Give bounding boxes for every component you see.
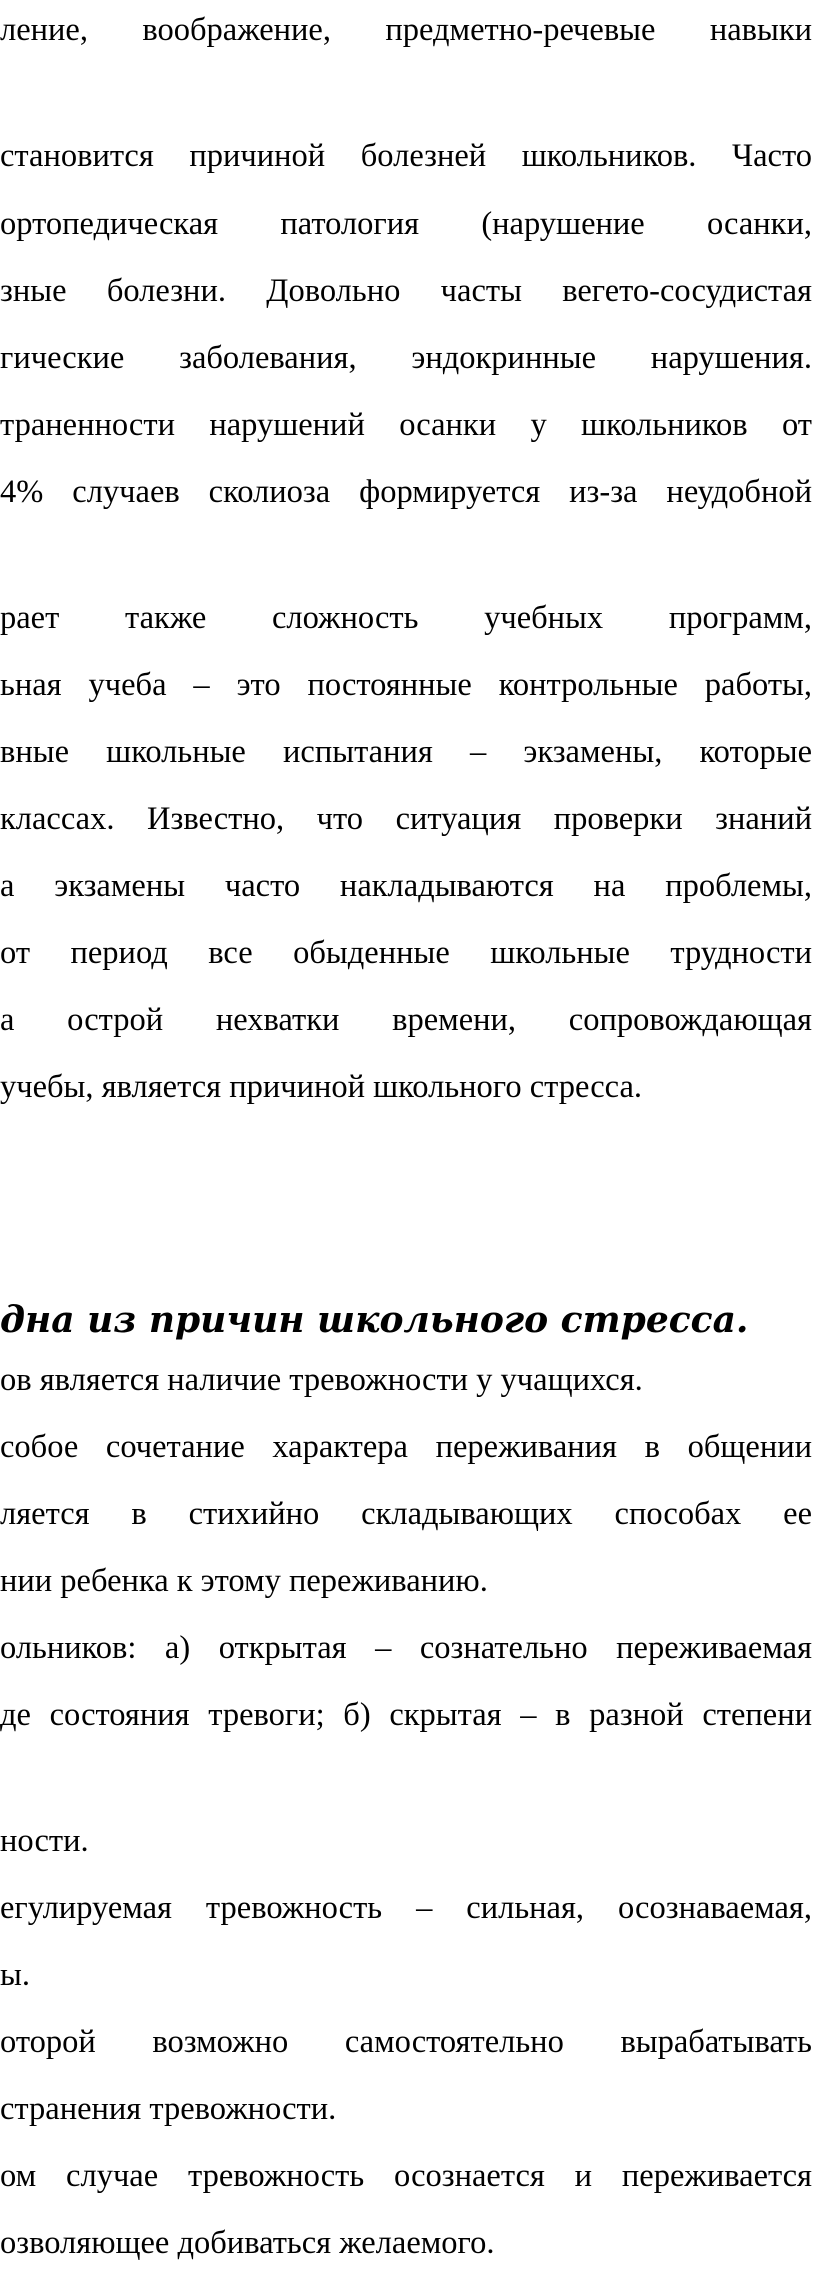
text-line-10: вные школьные испытания – экзамены, которые — [0, 734, 812, 770]
text-line-12: а экзамены часто накладываются на проблемы, — [0, 868, 812, 904]
text-line-21: де состояния тревоги; б) скрытая – в разной степени — [0, 1697, 812, 1733]
text-line-20: ольников: а) открытая – сознательно переживаемая — [0, 1630, 812, 1666]
text-line-9: ьная учеба – это постоянные контрольные работы, — [0, 667, 812, 703]
text-line-1: ление, воображение, предметно-речевые навыки — [0, 12, 812, 48]
text-line-23: егулируемая тревожность – сильная, осознаваемая, — [0, 1890, 812, 1926]
text-line-4: зные болезни. Довольно часты вегето-сосудистая — [0, 273, 812, 309]
text-line-24: ы. — [0, 1957, 30, 1993]
text-line-28: озволяющее добиваться желаемого. — [0, 2225, 495, 2261]
section-heading: дна из причин школьного стресса. — [0, 1299, 749, 1341]
text-line-25: оторой возможно самостоятельно вырабатывать — [0, 2024, 812, 2060]
text-line-14: а острой нехватки времени, сопровождающая — [0, 1002, 812, 1038]
text-line-7: 4% случаев сколиоза формируется из-за неудобной — [0, 474, 812, 510]
text-line-26: странения тревожности. — [0, 2091, 337, 2127]
text-line-18: ляется в стихийно складывающих способах ее — [0, 1496, 812, 1532]
text-line-11: классах. Известно, что ситуация проверки знаний — [0, 801, 812, 837]
text-line-16: ов является наличие тревожности у учащихся. — [0, 1362, 643, 1398]
text-line-22: ности. — [0, 1823, 89, 1859]
text-line-3: ортопедическая патология (нарушение осанки, — [0, 206, 812, 242]
text-line-6: траненности нарушений осанки у школьников от — [0, 407, 812, 443]
text-line-5: гические заболевания, эндокринные нарушения. — [0, 340, 812, 376]
text-line-2: становится причиной болезней школьников. Часто — [0, 138, 812, 174]
text-line-17: собое сочетание характера переживания в общении — [0, 1429, 812, 1465]
text-line-8: рает также сложность учебных программ, — [0, 600, 812, 636]
text-line-27: ом случае тревожность осознается и переживается — [0, 2158, 812, 2194]
text-line-15: учебы, является причиной школьного стресса. — [0, 1069, 643, 1105]
text-line-19: нии ребенка к этому переживанию. — [0, 1563, 488, 1599]
text-line-13: от период все обыденные школьные трудности — [0, 935, 812, 971]
